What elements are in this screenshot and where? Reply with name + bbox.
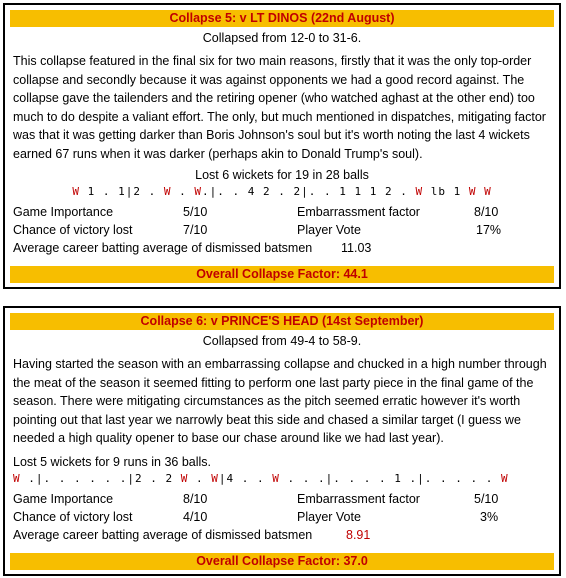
game-importance-value: 5/10	[183, 205, 208, 219]
game-importance-label: Game Importance	[13, 205, 114, 219]
embarrassment-label: Embarrassment factor	[297, 491, 420, 506]
game-importance-label: Game Importance	[13, 491, 114, 506]
overall-collapse-factor: Overall Collapse Factor: 37.0	[10, 553, 554, 570]
victory-lost-label: Chance of victory lost	[13, 509, 133, 524]
player-vote-label: Player Vote	[297, 223, 361, 237]
collapse-score-range: Collapsed from 49-4 to 58-9.	[202, 334, 362, 348]
wicket-mark: W	[13, 471, 21, 485]
wicket-mark: W	[72, 185, 80, 198]
wicket-mark: W	[501, 471, 509, 485]
collapse-stats	[5, 491, 559, 545]
overall-collapse-factor: Overall Collapse Factor: 44.1	[10, 266, 554, 283]
collapse-description: This collapse featured in the final six for two main reasons, firstly that it was the only top-order collapse and secondly because it was against opponents we had a good record against. The collapse gave the tailenders and the retiring opener (who watched aghast at the other end) too much to do despite a valiant effort. The only, but much mentioned in dispatches, mitigating factor was that it was getting darker than Boris Johnson's soul but it's worth noting the last 4 wickets earned 67 runs when it was darker (perhaps akin to Donald Trump's soul).	[13, 54, 546, 161]
collapse-score-range: Collapsed from 12-0 to 31-6.	[202, 31, 362, 45]
collapse-description: Having started the season with an embarrassing collapse and chucked in a high number through the meat of the season it seemed fitting to perform one last party piece in the final game of the season. There were mitigating circumstances as the pitch seemed erratic however it's worth pointing out that last year we narrowly beat this side and chased a similar target (I guess we needed a high quality opener to base our chase around like we had last year).	[13, 357, 547, 445]
collapse-stats	[5, 204, 559, 258]
collapse-title: Collapse 5: v LT DINOS (22nd August)	[10, 10, 554, 27]
wicket-mark: W	[211, 471, 219, 485]
victory-lost-label: Chance of victory lost	[13, 223, 133, 237]
wicket-mark: W	[180, 471, 189, 485]
player-vote-value: 17%	[476, 223, 502, 237]
victory-lost-value: 7/10	[183, 223, 208, 237]
embarrassment-value: 8/10	[474, 205, 499, 219]
wicket-mark: W	[163, 185, 172, 198]
embarrassment-label: Embarrassment factor	[297, 205, 420, 219]
wicket-mark: W	[468, 185, 477, 198]
wickets-lost-summary: Lost 6 wickets for 19 in 28 balls	[195, 168, 369, 182]
player-vote-label: Player Vote	[297, 509, 361, 524]
collapse-card-5	[3, 3, 561, 289]
game-importance-value: 8/10	[183, 491, 208, 506]
wickets-lost-summary: Lost 5 wickets for 9 runs in 36 balls.	[13, 454, 212, 469]
wicket-mark: W	[194, 185, 202, 198]
avg-batting-label: Average career batting average of dismissed batsmen	[13, 241, 313, 255]
wicket-mark: W	[272, 471, 280, 485]
victory-lost-value: 4/10	[183, 509, 208, 524]
wicket-mark: W	[415, 185, 424, 198]
avg-batting-value: 11.03	[341, 241, 372, 255]
collapse-title: Collapse 6: v PRINCE'S HEAD (14st September)	[10, 313, 554, 330]
ball-by-ball-sequence: W 1 . 1|2 . W . W.|. . 4 2 . 2|. . 1 1 1 2 . W lb 1 W W	[72, 185, 492, 198]
wicket-mark: W	[484, 185, 492, 198]
embarrassment-value: 5/10	[474, 491, 499, 506]
collapse-card-6	[3, 306, 561, 576]
ball-by-ball-sequence: W .|. . . . . .|2 . 2 W . W|4 . . W . . .|. . . . 1 .|. . . . . W	[13, 471, 509, 485]
avg-batting-label: Average career batting average of dismissed batsmen	[13, 527, 313, 542]
avg-batting-value: 8.91	[346, 527, 371, 542]
player-vote-value: 3%	[480, 509, 499, 524]
